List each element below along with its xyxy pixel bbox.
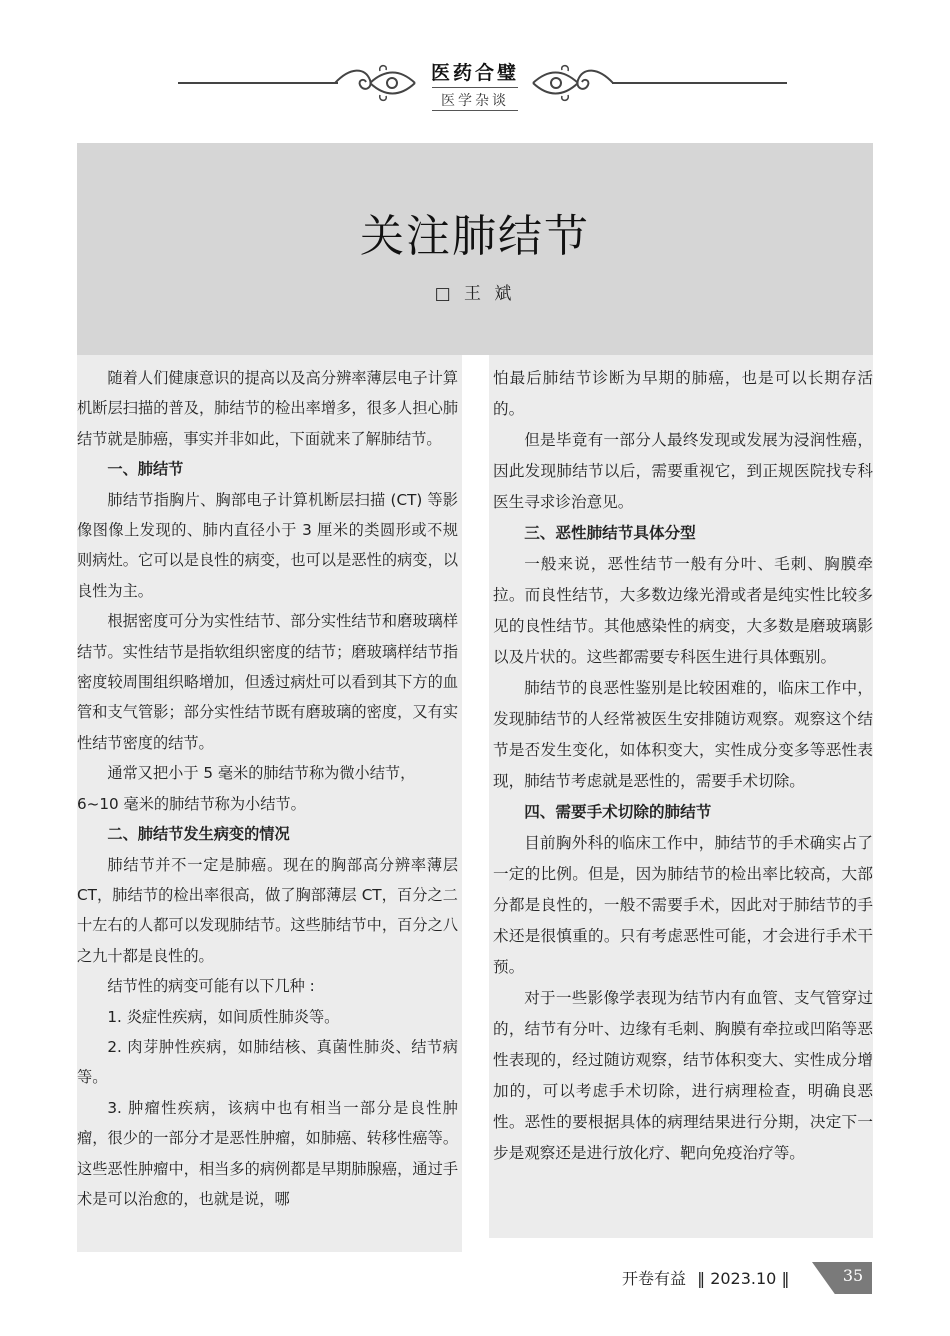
- left-column: [77, 363, 458, 1214]
- ornament-scroll-icon: [528, 62, 618, 104]
- section-heading: 四、需要手术切除的肺结节: [524, 803, 712, 821]
- running-footer: [622, 1266, 795, 1289]
- page-number: 35: [842, 1266, 864, 1285]
- section-heading: 二、肺结节发生病变的情况: [107, 825, 290, 844]
- column-header: [0, 0, 950, 130]
- subcolumn-rule-top: [432, 87, 518, 88]
- paragraph: 一般来说，恶性结节一般有分叶、毛刺、胸膜牵拉。而良性结节，大多数边缘光滑或者是纯实性比较多见的良性结节。其他感染性的病变，大多数是磨玻璃影以及片状的。这些都需要专科医生进行具体甄别。: [493, 555, 873, 666]
- header-rule-right: [612, 82, 787, 84]
- article-author: □ 王 斌: [434, 284, 516, 304]
- list-item: 2. 肉芽肿性疾病，如肺结核、真菌性肺炎、结节病等。: [77, 1037, 458, 1087]
- column-name: 医药合璧: [430, 62, 519, 84]
- ornament-scroll-icon: [330, 62, 420, 104]
- list-item: 3. 肿瘤性疾病，该病中也有相当一部分是良性肿瘤，很少的一部分才是恶性肿瘤，如肺癌、转移性癌等。这些恶性肿瘤中，相当多的病例都是早期肺腺癌，通过手术是可以治愈的，也就是说，哪: [77, 1098, 458, 1208]
- paragraph: 根据密度可分为实性结节、部分实性结节和磨玻璃样结节。实性结节是指软组织密度的结节；磨玻璃样结节指密度较周围组织略增加，但透过病灶可以看到其下方的血管和支气管影；部分实性结节既有磨玻璃的密度，又有实性结节密度的结节。: [77, 612, 458, 752]
- issue-number: ‖ 2023.10 ‖: [697, 1269, 790, 1288]
- section-heading: 一、肺结节: [107, 460, 184, 479]
- paragraph: 结节性的病变可能有以下几种 :: [107, 977, 315, 996]
- paragraph: 随着人们健康意识的提高以及高分辨率薄层电子计算机断层扫描的普及，肺结节的检出率增多，很多人担心肺结节就是肺癌，事实并非如此，下面就来了解肺结节。: [77, 369, 458, 448]
- paragraph: 肺结节并不一定是肺癌。现在的胸部高分辨率薄层 CT，肺结节的检出率很高，做了胸部薄层 CT，百分之二十左右的人都可以发现肺结节。这些肺结节中，百分之八之九十都是良性的。: [77, 855, 458, 965]
- list-item: 1. 炎症性疾病，如间质性肺炎等。: [107, 1007, 340, 1026]
- paragraph: 肺结节指胸片、胸部电子计算机断层扫描 (CT) 等影像图像上发现的、肺内直径小于 3 厘米的类圆形或不规则病灶。它可以是良性的病变，也可以是恶性的病变，以良性为主。: [77, 490, 458, 600]
- paragraph: 怕最后肺结节诊断为早期的肺癌，也是可以长期存活的。: [493, 369, 873, 418]
- right-column: [493, 363, 873, 1169]
- paragraph: 对于一些影像学表现为结节内有血管、支气管穿过的，结节有分叶、边缘有毛刺、胸膜有牵拉或凹陷等恶性表现的，经过随访观察，结节体积变大、实性成分增加的，可以考虑手术切除，进行病理检查，明确良恶性。恶性的要根据具体的病理结果进行分期，决定下一步是观察还是进行放化疗、靶向免疫治疗等。: [493, 989, 873, 1162]
- subcolumn-rule-bottom: [432, 110, 518, 111]
- paragraph: 但是毕竟有一部分人最终发现或发展为浸润性癌，因此发现肺结节以后，需要重视它，到正规医院找专科医生寻求诊治意见。: [493, 431, 873, 511]
- paragraph: 目前胸外科的临床工作中，肺结节的手术确实占了一定的比例。但是，因为肺结节的检出率比较高，大部分都是良性的，一般不需要手术，因此对于肺结节的手术还是很慎重的。只有考虑恶性可能，才会进行手术干预。: [493, 834, 873, 976]
- article-title: 关注肺结节: [360, 211, 590, 262]
- subcolumn-name: 医学杂谈: [441, 93, 509, 109]
- header-rule-left: [178, 82, 338, 84]
- paragraph: 6~10 毫米的肺结节称为小结节。: [77, 794, 306, 813]
- section-heading: 三、恶性肺结节具体分型: [524, 524, 696, 542]
- magazine-name: 开卷有益: [622, 1269, 687, 1288]
- paragraph: 通常又把小于 5 毫米的肺结节称为微小结节，: [107, 764, 416, 783]
- title-block: [77, 143, 873, 355]
- paragraph: 肺结节的良恶性鉴别是比较困难的，临床工作中，发现肺结节的人经常被医生安排随访观察。观察这个结节是否发生变化，如体积变大，实性成分变多等恶性表现，肺结节考虑就是恶性的，需要手术切除。: [493, 679, 873, 790]
